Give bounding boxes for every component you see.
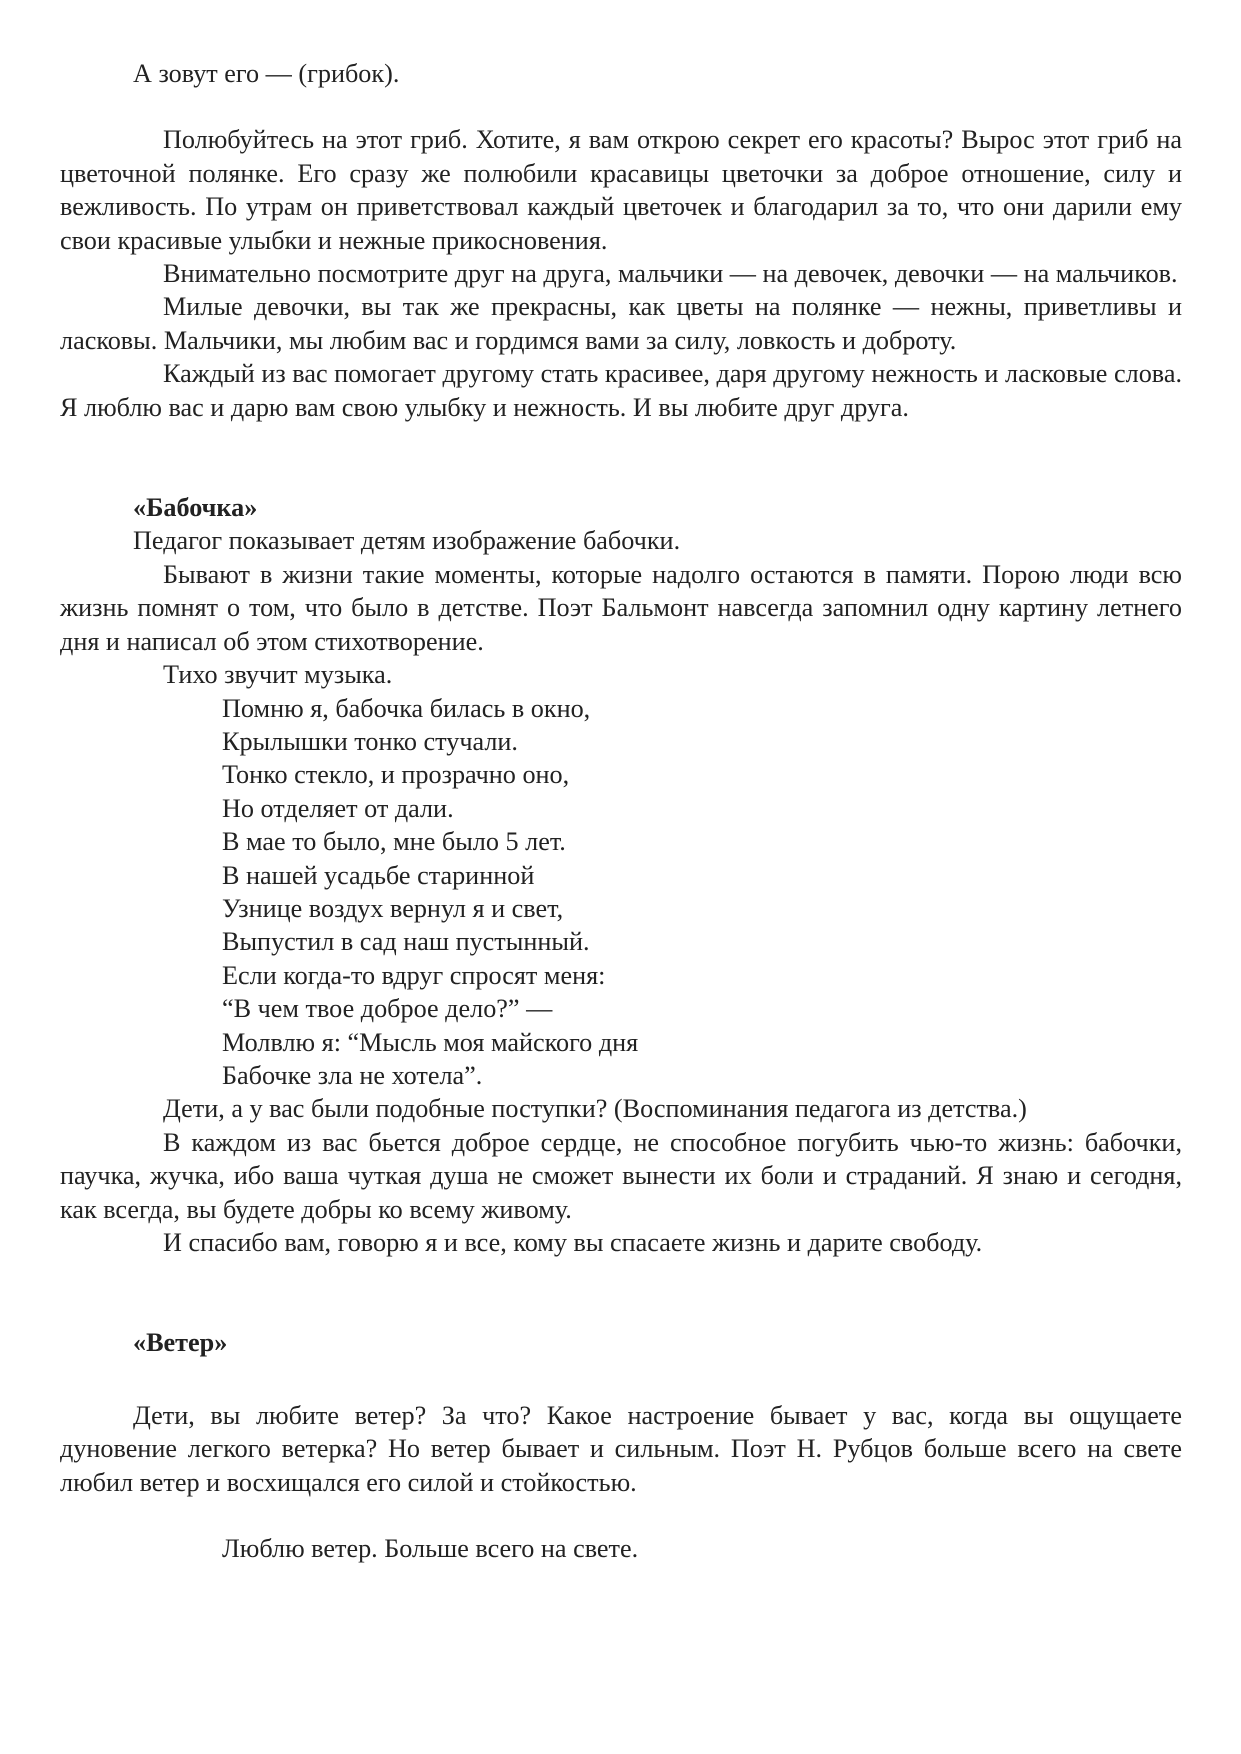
section-title-wind: «Ветер» <box>133 1328 228 1358</box>
poem-line: В нашей усадьбе старинной <box>222 860 535 890</box>
mushroom-paragraph-2: Внимательно посмотрите друг на друга, мальчики — на девочек, девочки — на мальчиков. <box>163 259 1178 289</box>
butterfly-after-3: И спасибо вам, говорю я и все, кому вы спасаете жизнь и дарите свободу. <box>163 1228 983 1257</box>
poem-line: Но отделяет от дали. <box>222 793 454 823</box>
poem-line: Если когда-то вдруг спросят меня: <box>222 960 606 990</box>
spacer <box>60 1499 1182 1532</box>
section-title-butterfly: «Бабочка» <box>133 493 258 523</box>
poem-line: Молвлю я: “Мысль моя майского дня <box>222 1027 639 1057</box>
butterfly-after-2: В каждом из вас бьется доброе сердце, не способное погубить чью-то жизнь: бабочки, паучка, жучка, ибо ваша чуткая душа не сможет вынести их боли и страданий. Я знаю и сегодня, как всегда, вы будете добры ко всему живому. <box>60 1127 1182 1224</box>
page-content <box>60 57 1182 1565</box>
spacer <box>60 90 1182 123</box>
poem-line: “В чем твое доброе дело?” — <box>222 994 553 1024</box>
spacer <box>60 424 1182 491</box>
mushroom-paragraph-3: Милые девочки, вы так же прекрасны, как цветы на полянке — нежны, приветливы и ласковы. Мальчики, мы любим вас и гордимся вами за силу, ловкость и доброту. <box>60 292 1182 355</box>
mushroom-paragraph-1: Полюбуйтесь на этот гриб. Хотите, я вам открою секрет его красоты? Вырос этот гриб на цветочной полянке. Его сразу же полюбили красавицы цветочки за доброе отношение, силу и вежливость. По утрам он приветствовал каждый цветочек и благодарил за то, что они дарили ему свои красивые улыбки и нежные прикосновения. <box>60 125 1182 255</box>
poem-line: Крылышки тонко стучали. <box>222 726 518 756</box>
butterfly-after-1: Дети, а у вас были подобные поступки? (Воспоминания педагога из детства.) <box>163 1094 1027 1124</box>
spacer <box>60 1360 1182 1399</box>
poem-line: В мае то было, мне было 5 лет. <box>222 827 566 857</box>
poem-line: Тонко стекло, и прозрачно оно, <box>222 760 570 790</box>
poem-line: Бабочке зла не хотела”. <box>222 1060 483 1090</box>
balmont-poem <box>60 692 1182 1093</box>
wind-paragraph: Дети, вы любите ветер? За что? Какое настроение бывает у вас, когда вы ощущаете дуновение легкого ветерка? Но ветер бывает и сильным. Поэт Н. Рубцов больше всего на свете любил ветер и восхищался его силой и стойкостью. <box>60 1400 1182 1497</box>
intro-line: А зовут его — (грибок). <box>133 59 400 88</box>
music-note: Тихо звучит музыка. <box>163 660 393 690</box>
poem-line: Узнице воздух вернул я и свет, <box>222 893 564 923</box>
poem-line: Выпустил в сад наш пустынный. <box>222 927 590 957</box>
wind-poem-line: Люблю ветер. Больше всего на свете. <box>222 1534 639 1564</box>
poem-line: Помню я, бабочка билась в окно, <box>222 693 591 723</box>
butterfly-paragraph: Бывают в жизни такие моменты, которые надолго остаются в памяти. Порою люди всю жизнь помнят о том, что было в детстве. Поэт Бальмонт навсегда запомнил одну картину летнего дня и написал об этом стихотворение. <box>60 559 1182 656</box>
butterfly-intro: Педагог показывает детям изображение бабочки. <box>133 526 681 556</box>
mushroom-paragraph-4: Каждый из вас помогает другому стать красивее, даря другому нежность и ласковые слова. Я люблю вас и дарю вам свою улыбку и нежность. И вы любите друг друга. <box>60 359 1182 422</box>
spacer <box>60 1259 1182 1326</box>
